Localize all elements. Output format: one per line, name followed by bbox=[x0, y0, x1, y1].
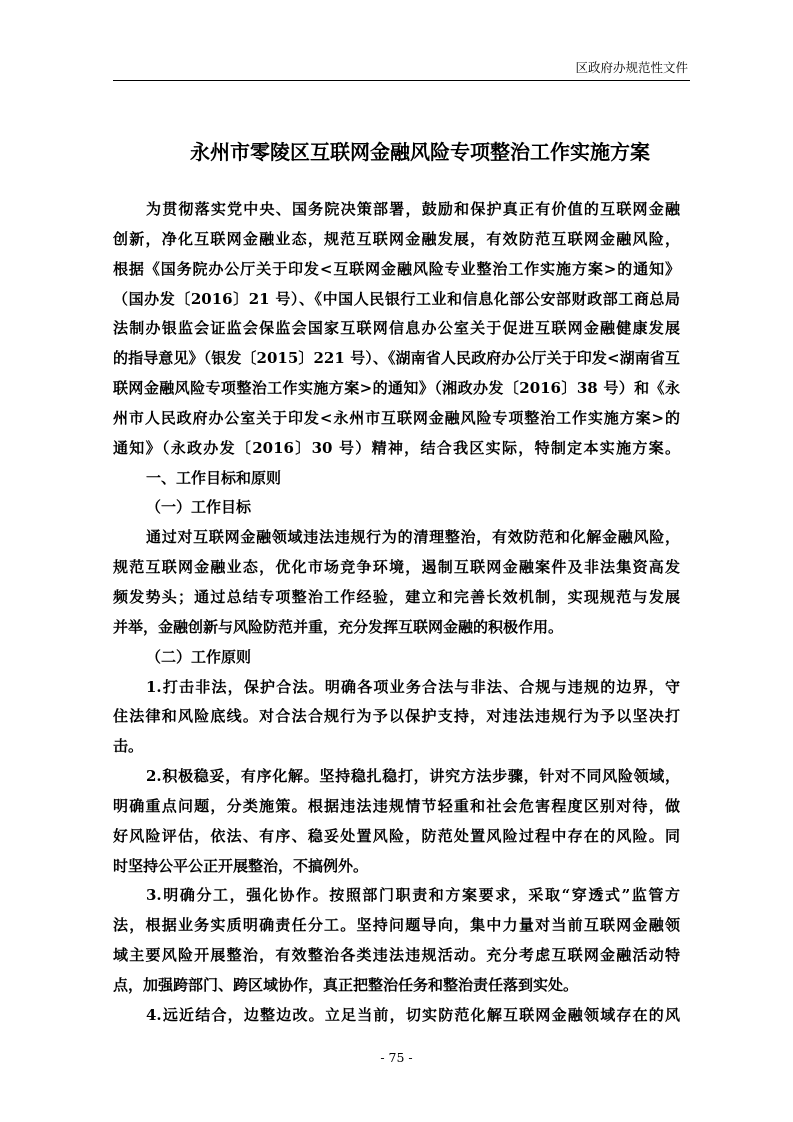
goals-line: 规范互联网金融业态，优化市场竞争环境，遏制互联网金融案件及非法集资高发 bbox=[113, 558, 680, 577]
preamble-paragraph bbox=[113, 195, 680, 464]
principle-line: 1.打击非法，保护合法。明确各项业务合法与非法、合规与违规的边界，守 bbox=[146, 677, 680, 696]
preamble-line: 通知》（永政办发〔2016〕30 号）精神，结合我区实际，特制定本实施方案。 bbox=[113, 438, 680, 457]
principle-line: 住法律和风险底线。对合法合规行为予以保护支持，对违法违规行为予以坚决打 bbox=[113, 707, 680, 726]
preamble-line: 创新，净化互联网金融业态，规范互联网金融发展，有效防范互联网金融风险， bbox=[113, 229, 680, 248]
running-header: 区政府办规范性文件 bbox=[575, 60, 688, 75]
principle-line: 明确重点问题，分类施策。根据违法违规情节轻重和社会危害程度区别对待，做 bbox=[113, 796, 680, 815]
principle-line: 3.明确分工，强化协作。按照部门职责和方案要求，采取“穿透式”监管方 bbox=[146, 886, 680, 905]
document-body bbox=[113, 195, 680, 1031]
header-divider bbox=[113, 80, 690, 81]
principle-item-3 bbox=[113, 881, 680, 1000]
preamble-line: 根据《国务院办公厅关于印发<互联网金融风险专业整治工作实施方案>的通知》 bbox=[113, 259, 680, 278]
principle-item-2 bbox=[113, 762, 680, 881]
principle-item-1 bbox=[113, 673, 680, 763]
preamble-line: 为贯彻落实党中央、国务院决策部署，鼓励和保护真正有价值的互联网金融 bbox=[146, 200, 680, 218]
principle-item-4 bbox=[113, 1001, 680, 1031]
principle-line: 击。 bbox=[113, 737, 144, 756]
subsection-heading-goals: （一）工作目标 bbox=[146, 498, 252, 517]
goals-line: 并举，金融创新与风险防范并重，充分发挥互联网金融的积极作用。 bbox=[113, 617, 564, 636]
goals-line: 通过对互联网金融领域违法违规行为的清理整治，有效防范和化解金融风险， bbox=[146, 528, 680, 547]
page-number: - 75 - bbox=[380, 1050, 413, 1065]
goals-paragraph bbox=[113, 523, 680, 642]
principle-line: 域主要风险开展整治，有效整治各类违法违规活动。充分考虑互联网金融活动特 bbox=[113, 946, 680, 965]
preamble-line: （国办发〔2016〕21 号）、《中国人民银行工业和信息化部公安部财政部工商总局 bbox=[113, 289, 680, 308]
preamble-line: 联网金融风险专项整治工作实施方案>的通知》（湘政办发〔2016〕38 号）和《永 bbox=[113, 379, 680, 398]
preamble-line: 法制办银监会证监会保监会国家互联网信息办公室关于促进互联网金融健康发展 bbox=[113, 319, 680, 338]
preamble-line: 州市人民政府办公室关于印发<永州市互联网金融风险专项整治工作实施方案>的 bbox=[113, 408, 680, 427]
principle-line: 好风险评估，依法、有序、稳妥处置风险，防范处置风险过程中存在的风险。同 bbox=[113, 826, 680, 845]
goals-line: 频发势头；通过总结专项整治工作经验，建立和完善长效机制，实现规范与发展 bbox=[113, 587, 680, 606]
principle-line: 法，根据业务实质明确责任分工。坚持问题导向，集中力量对当前互联网金融领 bbox=[113, 916, 680, 935]
section-heading: 一、工作目标和原则 bbox=[146, 468, 282, 487]
preamble-line: 的指导意见》（银发〔2015〕221 号）、《湖南省人民政府办公厅关于印发<湖南省互 bbox=[113, 349, 680, 368]
document-title: 永州市零陵区互联网金融风险专项整治工作实施方案 bbox=[190, 140, 650, 164]
principle-line: 4.远近结合，边整边改。立足当前，切实防范化解互联网金融领域存在的风 bbox=[146, 1005, 680, 1024]
subsection-heading-principles: （二）工作原则 bbox=[146, 647, 252, 666]
principle-line: 2.积极稳妥，有序化解。坚持稳扎稳打，讲究方法步骤，针对不同风险领域， bbox=[146, 767, 680, 786]
principle-line: 时坚持公平公正开展整治，不搞例外。 bbox=[113, 856, 369, 875]
principle-line: 点，加强跨部门、跨区域协作，真正把整治任务和整治责任落到实处。 bbox=[113, 975, 579, 994]
